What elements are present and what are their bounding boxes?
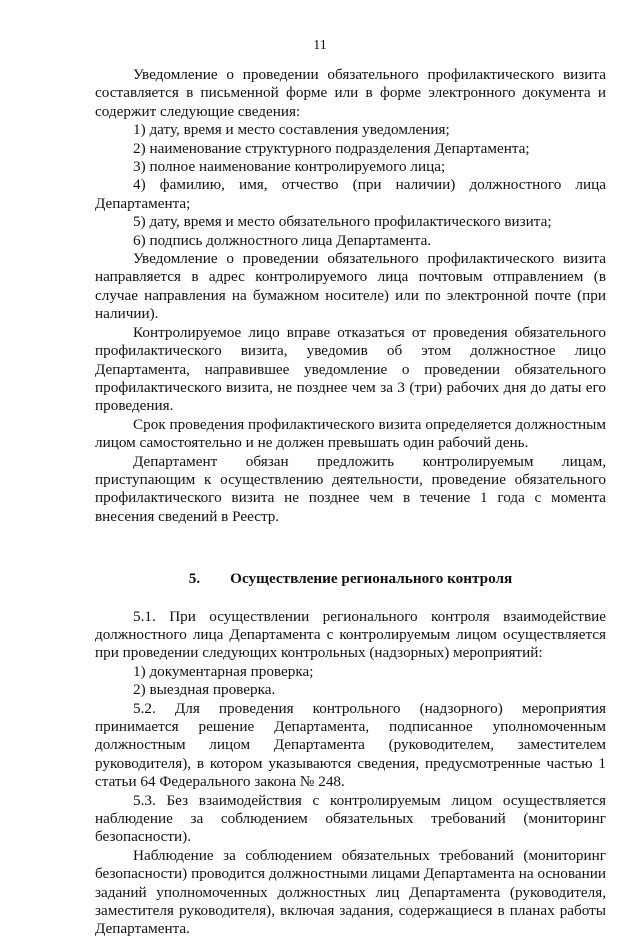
list-item-1: 1) дату, время и место составления уведомления; (133, 121, 450, 139)
paragraph-5-1: 5.1. При осуществлении регионального контроля взаимодействие должностного лица Департамента с контролируемым лицом осуществляется при проведении следующих контрольных (надзорных) мероприятий: (95, 607, 606, 662)
list-item-documentary-check: 1) документарная проверка; (133, 662, 314, 680)
paragraph-refusal: Контролируемое лицо вправе отказаться от проведения обязательного профилактического визита, уведомив об этом должностное лицо Департамента, направившее уведомление о проведении обязательного профилактического визита, не позднее чем за 3 (три) рабочих дня до даты его проведения. (95, 323, 606, 415)
section-heading (95, 570, 606, 588)
section-number: 5. (188, 570, 201, 588)
paragraph-5-3: 5.3. Без взаимодействия с контролируемым лицом осуществляется наблюдение за соблюдением обязательных требований (мониторинг безопасности). (95, 791, 606, 846)
list-item-3: 3) полное наименование контролируемого лица; (133, 158, 446, 176)
document-body (95, 66, 606, 939)
list-item-field-check: 2) выездная проверка. (133, 681, 276, 699)
paragraph-department-obligation: Департамент обязан предложить контролируемым лицам, приступающим к осуществлению деятельности, проведение обязательного профилактического визита не позднее чем в течение 1 года с момента внесения сведений в Реестр. (95, 452, 606, 525)
list-item-5: 5) дату, время и место обязательного профилактического визита; (133, 213, 552, 231)
section-title: Осуществление регионального контроля (230, 570, 513, 588)
paragraph-monitoring: Наблюдение за соблюдением обязательных требований (мониторинг безопасности) проводится должностными лицами Департамента на основании заданий уполномоченных должностных лиц Департамента (руководителя, заместителя руководителя), включая задания, содержащиеся в планах работы Департамента. (95, 846, 606, 938)
list-item-4: 4) фамилию, имя, отчество (при наличии) должностного лица Департамента; (95, 176, 606, 212)
paragraph-notification-delivery: Уведомление о проведении обязательного профилактического визита направляется в адрес контролируемого лица почтовым отправлением (в случае направления на бумажном носителе) или по электронной почте (при наличии). (95, 250, 606, 323)
paragraph-notification-form: Уведомление о проведении обязательного профилактического визита составляется в письменной форме или в форме электронного документа и содержит следующие сведения: (95, 66, 606, 120)
page-number: 11 (313, 38, 327, 53)
list-item-2: 2) наименование структурного подразделения Департамента; (133, 139, 530, 157)
paragraph-5-2: 5.2. Для проведения контрольного (надзорного) мероприятия принимается решение Департамента, подписанное уполномоченным должностным лицом Департамента (руководителем, заместителем руководителя), в котором указываются сведения, предусмотренные частью 1 статьи 64 Федерального закона № 248. (95, 699, 606, 791)
list-item-6: 6) подпись должностного лица Департамента. (133, 231, 432, 249)
paragraph-visit-duration: Срок проведения профилактического визита определяется должностным лицом самостоятельно и не должен превышать один рабочий день. (95, 415, 606, 452)
